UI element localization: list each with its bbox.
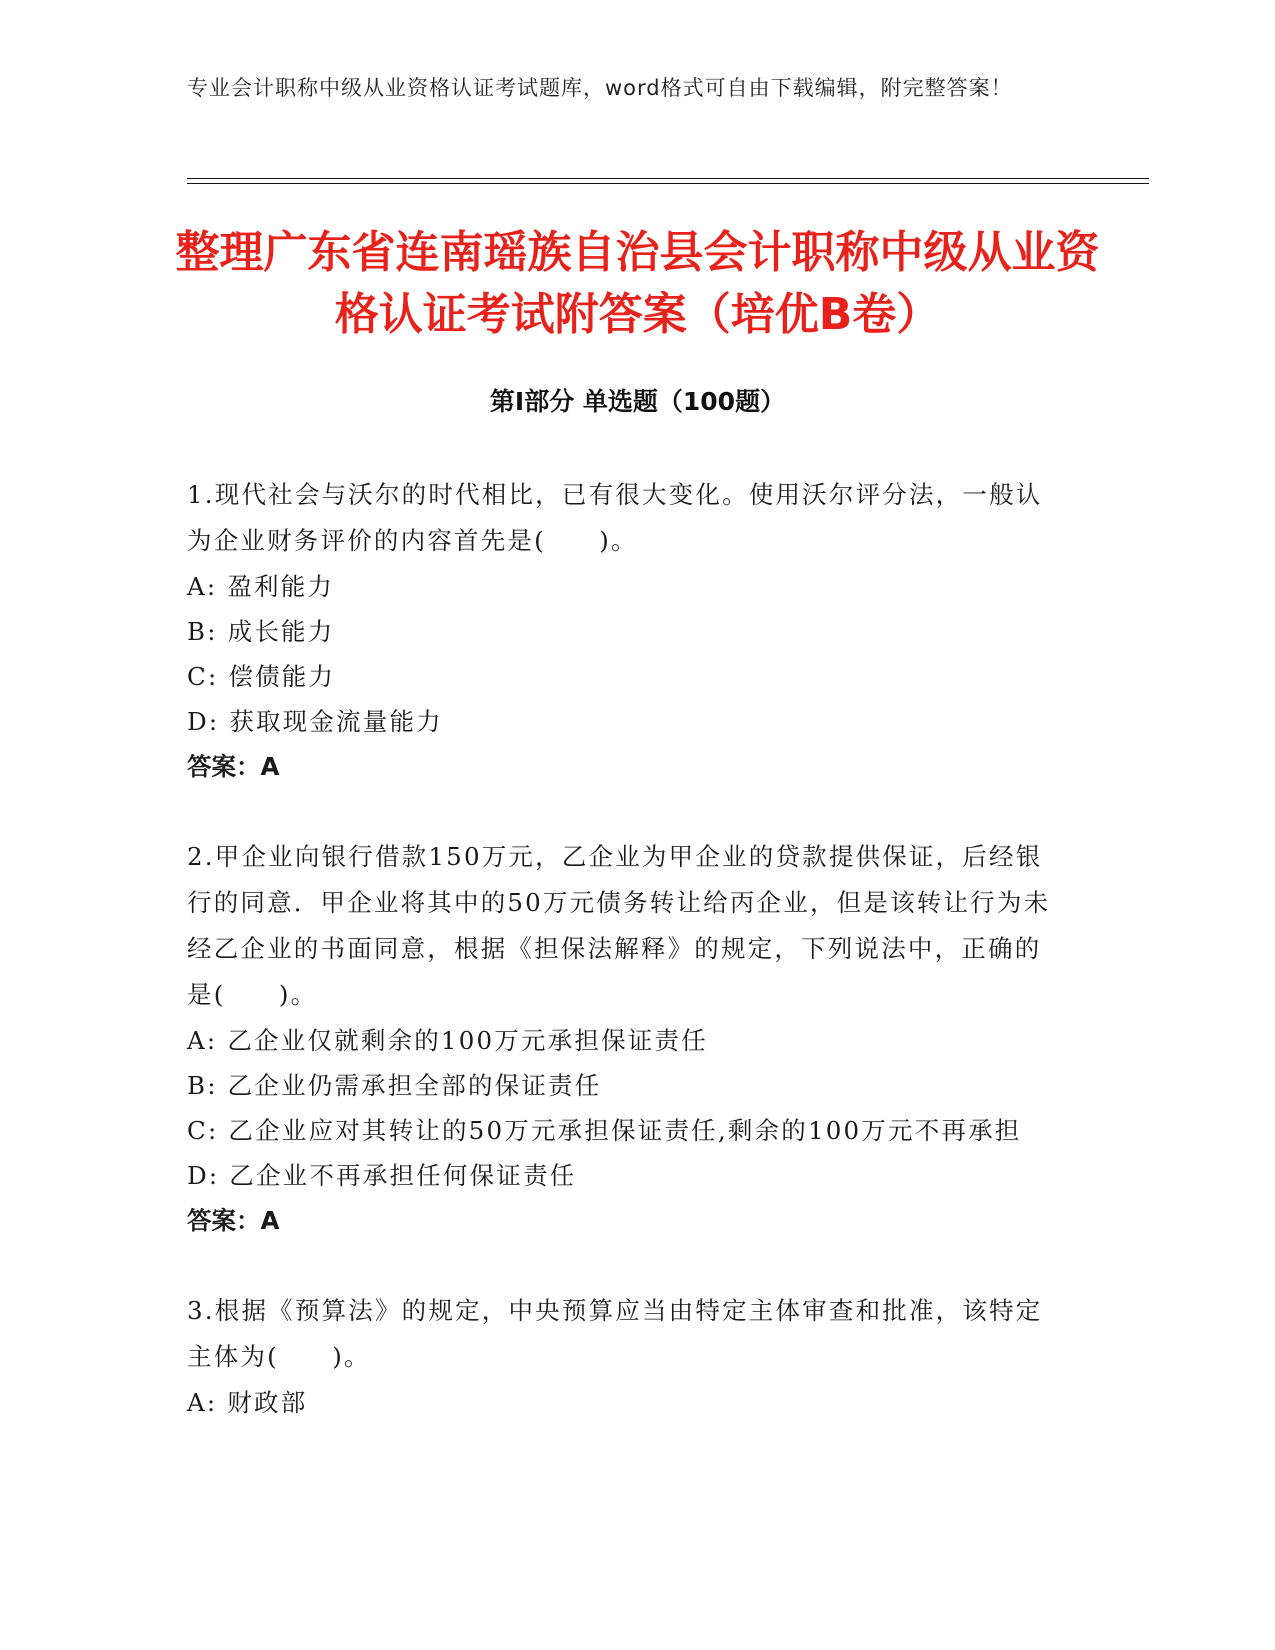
option-b: B: 乙企业仍需承担全部的保证责任 (187, 1071, 602, 1100)
header-divider-top (187, 178, 1149, 179)
answer: 答案：A (187, 1206, 280, 1235)
option-c: C: 偿债能力 (187, 662, 336, 691)
question-1 (187, 472, 1067, 790)
question-2 (187, 834, 1067, 1244)
answer: 答案：A (187, 752, 280, 781)
document-title: 整理广东省连南瑶族自治县会计职称中级从业资格认证考试附答案（培优B卷） (175, 227, 1100, 340)
question-list (187, 472, 1067, 1469)
option-d: D: 乙企业不再承担任何保证责任 (187, 1161, 577, 1190)
question-3 (187, 1288, 1067, 1425)
question-stem: 2.甲企业向银行借款150万元，乙企业为甲企业的贷款提供保证，后经银行的同意．甲企业将其中的50万元债务转让给丙企业，但是该转让行为未经乙企业的书面同意，根据《担保法解释》的规定，下列说法中，正确的是( )。 (187, 842, 1051, 1009)
question-stem: 1.现代社会与沃尔的时代相比，已有很大变化。使用沃尔评分法，一般认为企业财务评价的内容首先是( )。 (187, 480, 1043, 555)
header-divider-bottom (187, 183, 1149, 184)
option-b: B: 成长能力 (187, 617, 335, 646)
option-a: A: 财政部 (187, 1388, 308, 1417)
section-heading: 第Ⅰ部分 单选题（100题） (489, 387, 786, 416)
option-a: A: 乙企业仅就剩余的100万元承担保证责任 (187, 1026, 708, 1055)
question-stem: 3.根据《预算法》的规定，中央预算应当由特定主体审查和批准，该特定主体为( )。 (187, 1296, 1043, 1371)
option-a: A: 盈利能力 (187, 572, 335, 601)
option-c: C: 乙企业应对其转让的50万元承担保证责任,剩余的100万元不再承担 (187, 1116, 1022, 1145)
header-note: 专业会计职称中级从业资格认证考试题库，word格式可自由下载编辑，附完整答案！ (187, 76, 1013, 100)
option-d: D: 获取现金流量能力 (187, 707, 443, 736)
